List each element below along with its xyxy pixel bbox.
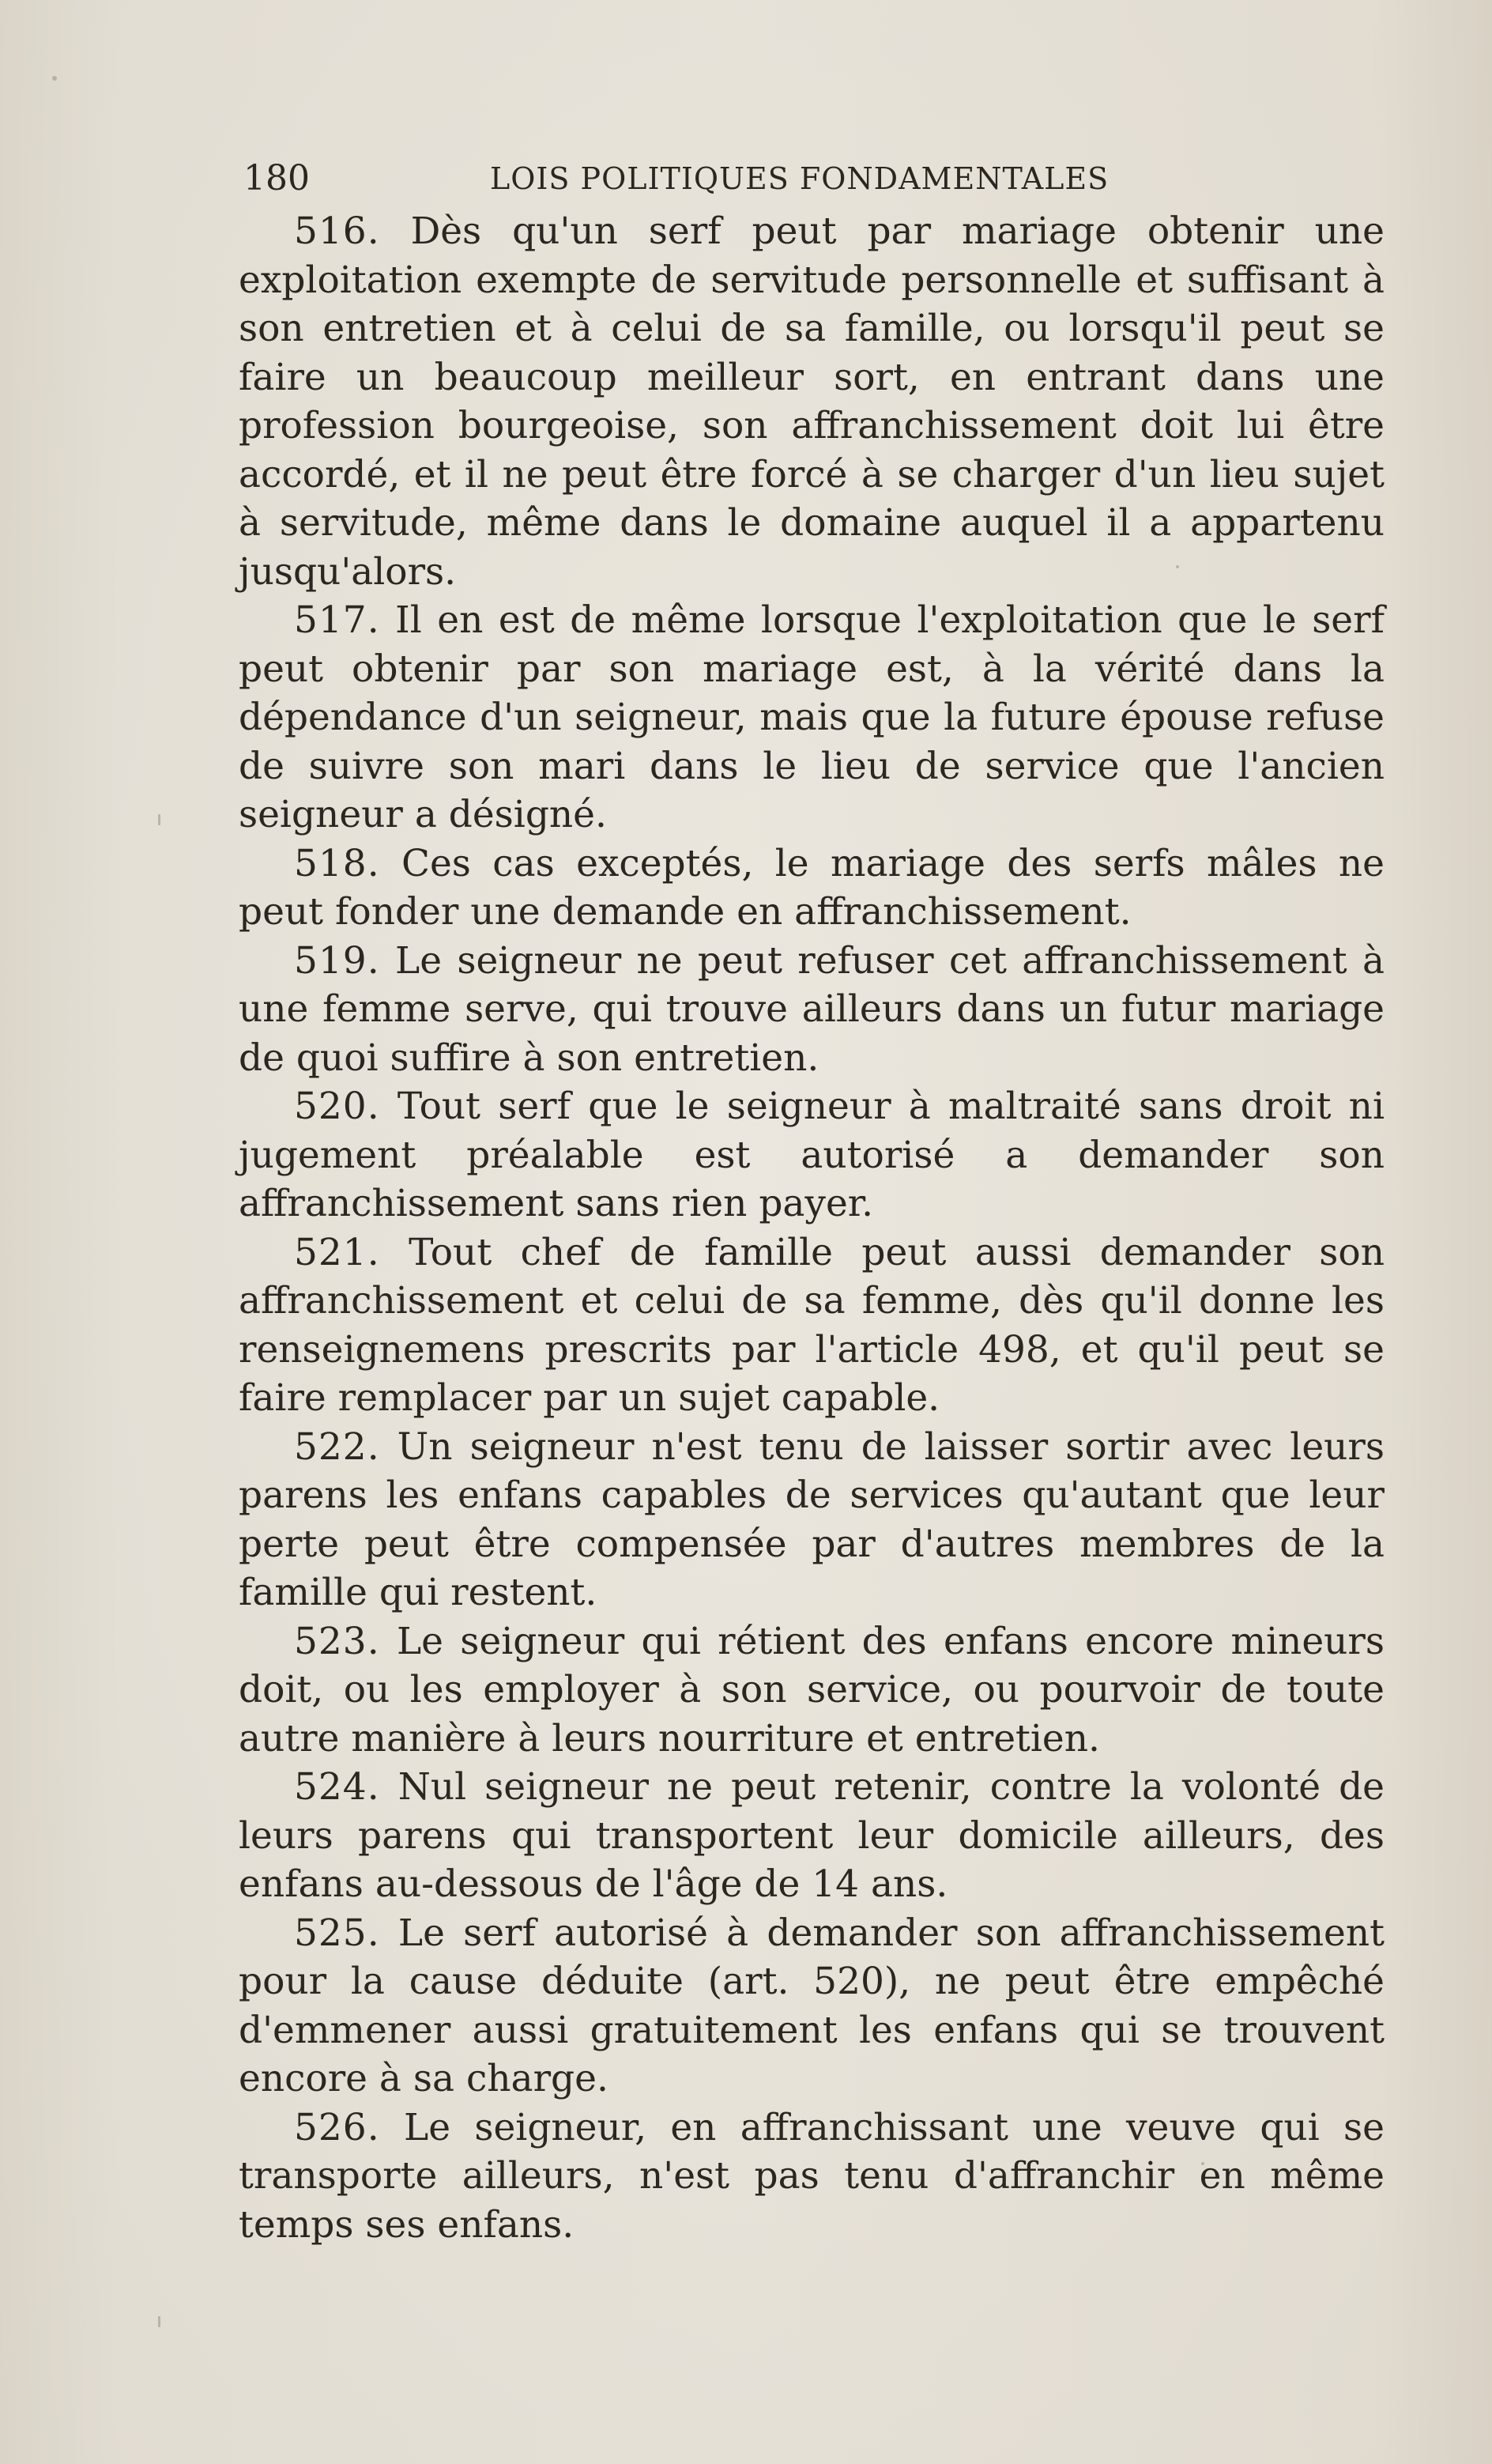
article-text: Tout chef de famille peut aussi demander son affranchissement et celui de sa femme, dès qu'il donne les renseignemens prescrits par l'article 498, et qu'il peut se faire remplacer par un sujet capable. <box>239 1230 1385 1420</box>
article-number: 519. <box>294 938 380 983</box>
article-paragraph <box>239 1423 1385 1617</box>
article-paragraph <box>239 840 1385 937</box>
article-text: Le seigneur ne peut refuser cet affranchissement à une femme serve, qui trouve ailleurs dans un futur mariage de quoi suffire à son entretien. <box>239 938 1385 1080</box>
article-paragraph <box>239 1228 1385 1423</box>
paper-speck <box>158 2316 160 2327</box>
article-paragraph <box>239 1617 1385 1764</box>
article-number: 521. <box>294 1230 380 1274</box>
running-head: LOIS POLITIQUES FONDAMENTALES <box>490 161 1110 196</box>
article-paragraph <box>239 2104 1385 2250</box>
article-text: Le seigneur, en affranchissant une veuve qui se transporte ailleurs, n'est pas tenu d'affranchir en même temps ses enfans. <box>239 2105 1385 2247</box>
article-list <box>239 207 1385 2249</box>
article-number: 520. <box>294 1085 380 1128</box>
paper-speck <box>158 814 160 825</box>
article-number: 524. <box>294 1765 380 1809</box>
article-text: Dès qu'un serf peut par mariage obtenir une exploitation exempte de servitude personnelle et suffisant à son entretien et à celui de sa famille, ou lorsqu'il peut se faire un beaucoup meilleur sort, en entrant dans une profession bourgeoise, son affranchissement doit lui être accordé, et il ne peut être forcé à se charger d'un lieu sujet à servitude, même dans le domaine auquel il a appartenu jusqu'alors. <box>239 209 1385 594</box>
article-paragraph <box>239 937 1385 1083</box>
page-header <box>243 155 1192 202</box>
article-paragraph <box>239 207 1385 596</box>
article-paragraph <box>239 1082 1385 1228</box>
article-text: Ces cas exceptés, le mariage des serfs mâles ne peut fonder une demande en affranchissement. <box>239 841 1385 934</box>
article-text: Tout serf que le seigneur à maltraité sans droit ni jugement préalable est autorisé a demander son affranchissement sans rien payer. <box>239 1085 1385 1225</box>
article-number: 523. <box>294 1619 380 1663</box>
page-number: 180 <box>243 158 310 198</box>
article-paragraph <box>239 1909 1385 2104</box>
article-number: 517. <box>294 598 380 642</box>
paper-speck <box>52 76 57 81</box>
article-text: Le serf autorisé à demander son affranchissement pour la cause déduite (art. 520), ne peut être empêché d'emmener aussi gratuitement les enfans qui se trouvent encore à sa charge. <box>239 1911 1385 2100</box>
article-number: 522. <box>294 1424 380 1469</box>
article-paragraph <box>239 1763 1385 1909</box>
article-number: 518. <box>294 841 380 885</box>
article-text: Le seigneur qui rétient des enfans encore mineurs doit, ou les employer à son service, ou pourvoir de toute autre manière à leurs nourriture et entretien. <box>239 1619 1385 1760</box>
article-text: Un seigneur n'est tenu de laisser sortir avec leurs parens les enfans capables de services qu'autant que leur perte peut être compensée par d'autres membres de la famille qui restent. <box>239 1424 1385 1614</box>
article-paragraph <box>239 596 1385 840</box>
article-number: 526. <box>294 2105 380 2149</box>
article-number: 516. <box>294 209 380 253</box>
article-number: 525. <box>294 1911 380 1955</box>
article-text: Nul seigneur ne peut retenir, contre la volonté de leurs parens qui transportent leur domicile ailleurs, des enfans au-dessous de l'âge de 14 ans. <box>239 1765 1385 1906</box>
article-text: Il en est de même lorsque l'exploitation que le serf peut obtenir par son mariage est, à la vérité dans la dépendance d'un seigneur, mais que la future épouse refuse de suivre son mari dans le lieu de service que l'ancien seigneur a désigné. <box>239 598 1385 836</box>
